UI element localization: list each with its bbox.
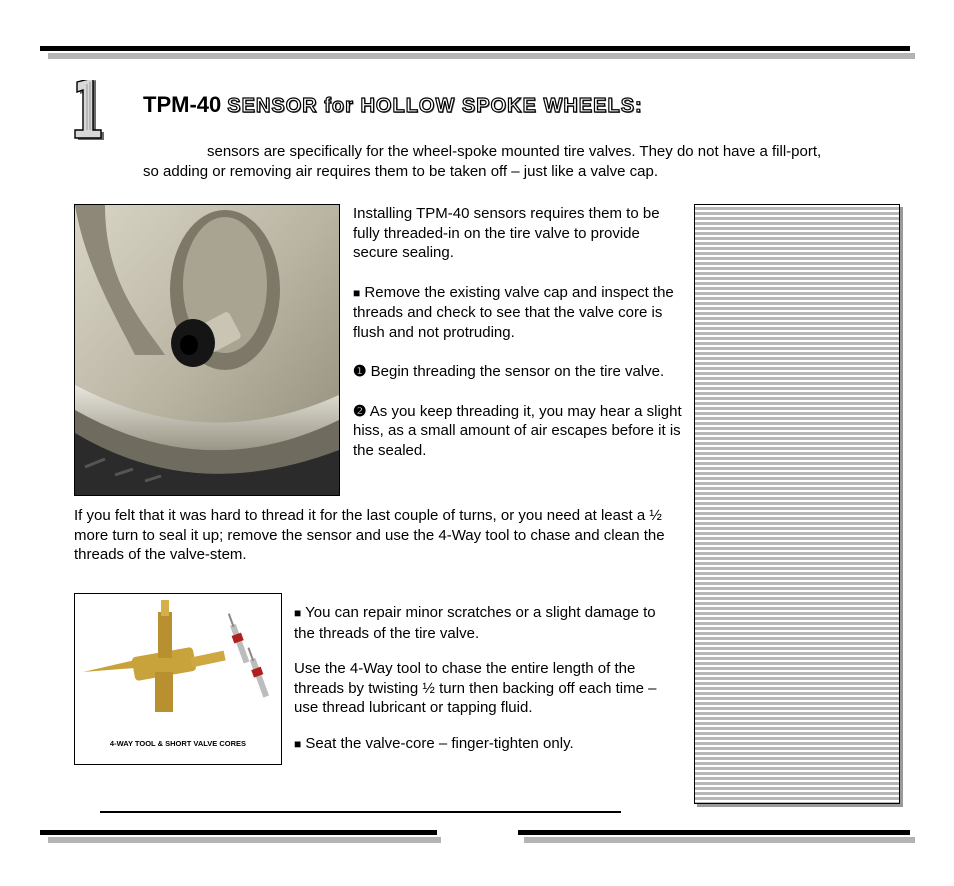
four-way-tool-photo — [74, 593, 282, 765]
thread-check-paragraph: If you felt that it was hard to thread it for the last couple of turns, or you need at least a ½ more turn to seal it up; remove the sensor and use the 4-Way tool to chase and clean the threads of the valve-stem. — [74, 507, 665, 563]
intro-line-2: so adding or removing air requires them to be taken off – just like a valve cap. — [143, 163, 659, 180]
repair-seat-core-text: Seat the valve-core – finger-tighten only. — [305, 734, 574, 752]
number-two-circle-icon: ❷ — [353, 402, 367, 420]
tool-photo-caption: 4-WAY TOOL & SHORT VALVE CORES — [109, 739, 247, 748]
bullet-square-icon: ■ — [294, 606, 302, 620]
install-instructions — [353, 204, 683, 480]
bullet-square-icon: ■ — [294, 736, 302, 751]
repair-note — [294, 603, 674, 643]
bottom-left-rule — [40, 830, 437, 835]
step-number: 1 — [72, 80, 73, 81]
repair-chase-threads: Use the 4-Way tool to chase the entire length of the threads by twisting ½ turn then backing off each time – use thread lubricant or tapping fluid. — [294, 660, 657, 716]
bottom-right-rule — [518, 830, 910, 835]
install-step-inspect — [353, 283, 683, 343]
bottom-right-rule-shadow — [524, 837, 915, 843]
top-rule — [40, 46, 910, 51]
title-subtitle: SENSOR for HOLLOW SPOKE WHEELS: — [227, 95, 643, 117]
number-one-circle-icon: ❶ — [353, 363, 367, 380]
install-step-2 — [353, 402, 683, 461]
install-step-1-text: Begin threading the sensor on the tire valve. — [370, 363, 665, 380]
install-step-1 — [353, 362, 683, 382]
install-intro: Installing TPM-40 sensors requires them to be fully threaded-in on the tire valve to provide secure sealing. — [353, 205, 660, 261]
sensor-on-wheel-photo — [74, 204, 340, 496]
striped-sidebar-panel — [694, 204, 900, 804]
step-number-graphic — [72, 80, 112, 142]
bullet-square-icon: ■ — [353, 285, 361, 300]
intro-paragraph — [143, 142, 913, 182]
repair-note-text: You can repair minor scratches or a slight damage to the threads of the tire valve. — [294, 604, 656, 642]
intro-line-1: sensors are specifically for the wheel-spoke mounted tire valves. They do not have a fill-port, — [207, 143, 822, 160]
repair-instructions — [294, 603, 674, 770]
title-model: TPM-40 — [143, 92, 222, 117]
bottom-thin-rule — [100, 811, 621, 813]
repair-seat-core — [294, 734, 674, 755]
top-rule-shadow — [48, 53, 915, 59]
bottom-left-rule-shadow — [48, 837, 441, 843]
install-step-2-text: As you keep threading it, you may hear a slight hiss, as a small amount of air escapes before it is the sealed. — [353, 402, 682, 459]
page-title — [143, 92, 643, 118]
install-step-inspect-text: Remove the existing valve cap and inspect the threads and check to see that the valve core is flush and not protruding. — [353, 283, 674, 341]
